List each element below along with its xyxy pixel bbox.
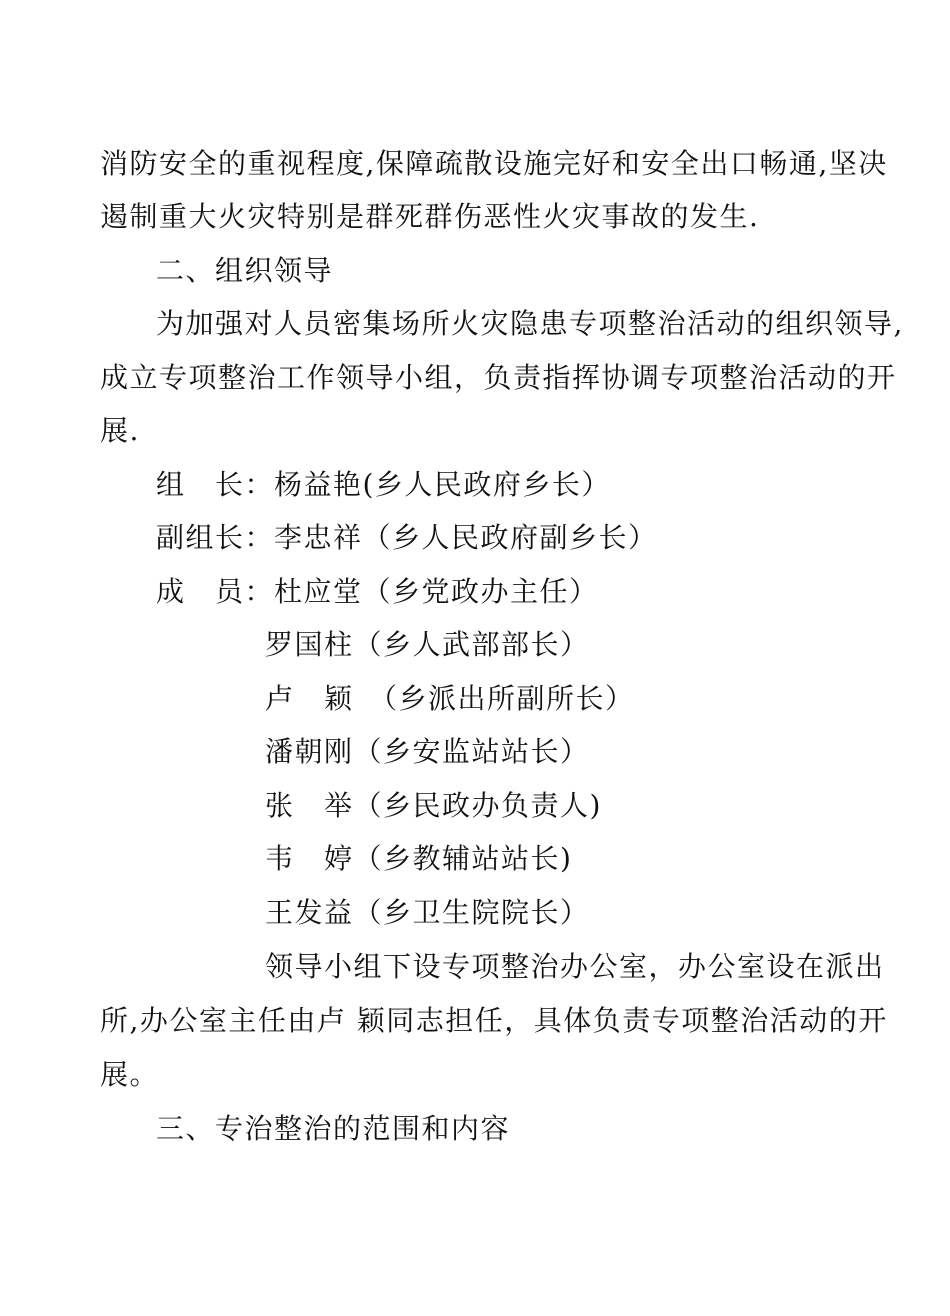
paragraph-line: 展。 [100, 1058, 160, 1091]
paragraph-line: 遏制重大火灾特别是群死群伤恶性火灾事故的发生. [100, 200, 760, 233]
member-line-deputy: 副组长：李忠祥（乡人民政府副乡长） [156, 521, 658, 554]
paragraph-line: 展. [100, 414, 140, 447]
paragraph-line: 所,办公室主任由卢 颖同志担任，具体负责专项整治活动的开 [100, 1004, 888, 1037]
member-line-members: 成 员：杜应堂（乡党政办主任） [156, 575, 599, 608]
paragraph-line: 成立专项整治工作领导小组，负责指挥协调专项整治活动的开 [100, 361, 897, 394]
member-line: 罗国柱（乡人武部部长） [265, 628, 590, 661]
paragraph-line: 为加强对人员密集场所火灾隐患专项整治活动的组织领导, [156, 307, 904, 340]
section-heading: 二、组织领导 [156, 254, 334, 287]
member-line: 韦 婷（乡教辅站站长) [265, 842, 573, 875]
member-line: 潘朝刚（乡安监站站长） [265, 735, 590, 768]
paragraph-line: 消防安全的重视程度,保障疏散设施完好和安全出口畅通,坚决 [100, 147, 888, 180]
member-line: 王发益（乡卫生院院长） [265, 896, 590, 929]
paragraph-line: 领导小组下设专项整治办公室，办公室设在派出 [265, 950, 885, 983]
section-heading: 三、专治整治的范围和内容 [156, 1112, 511, 1145]
member-line: 卢 颖 （乡派出所副所长） [265, 682, 635, 715]
member-line-leader: 组 长：杨益艳(乡人民政府乡长） [156, 468, 611, 501]
member-line: 张 举（乡民政办负责人) [265, 789, 602, 822]
